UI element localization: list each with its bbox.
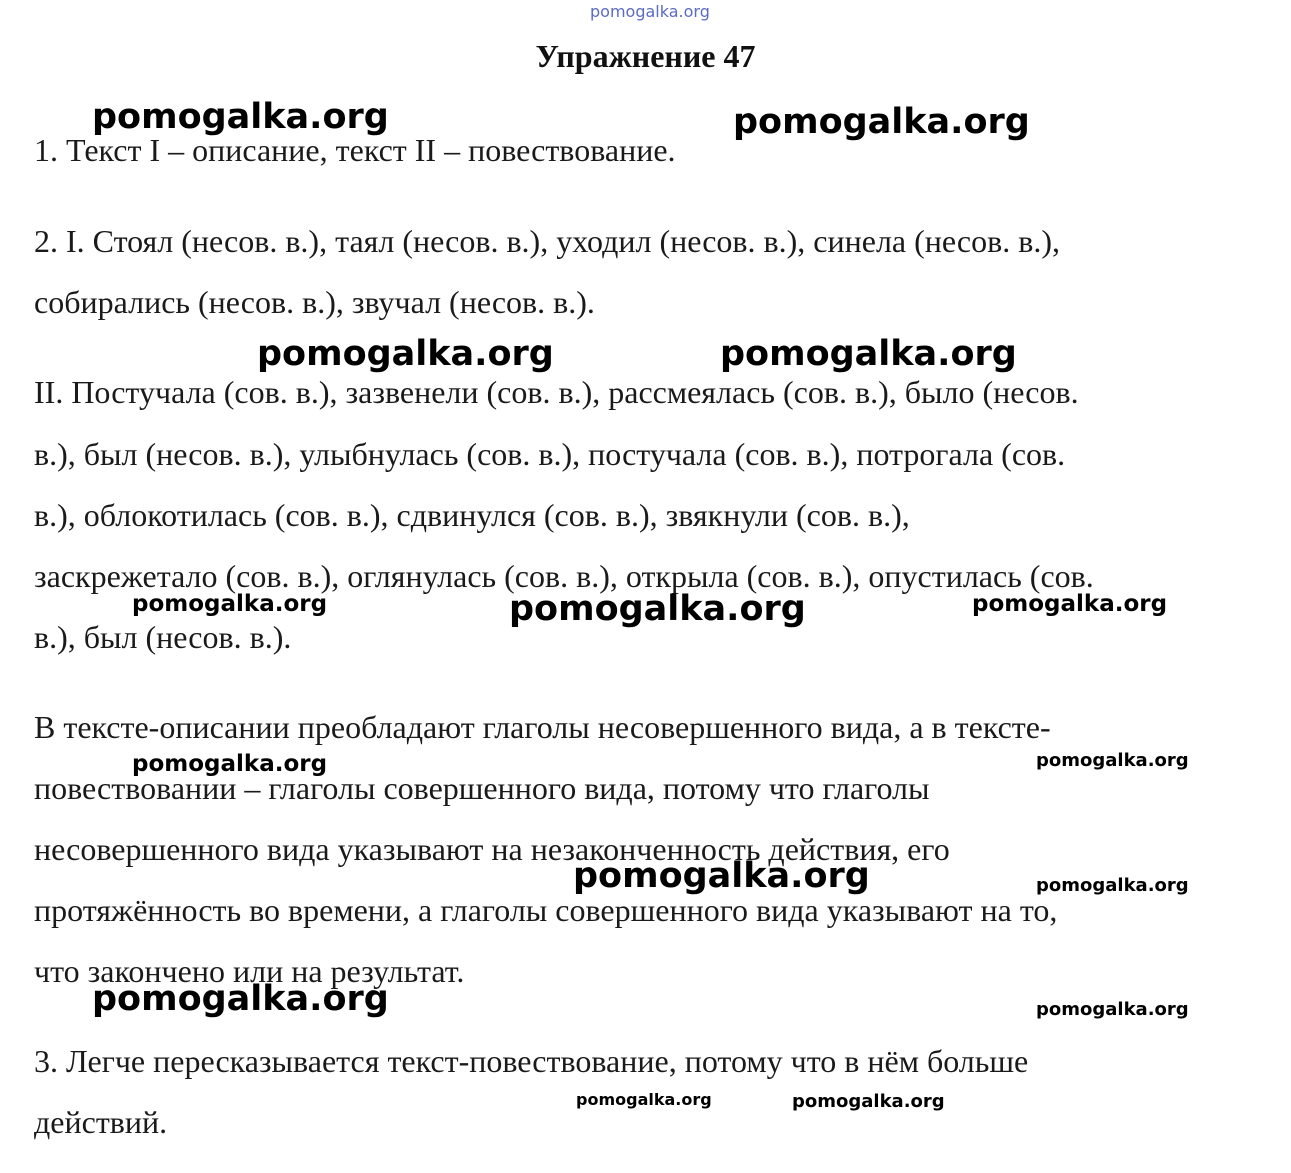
paragraph-4-line-3: несовершенного вида указывают на незаконченность действия, его: [34, 831, 950, 867]
watermark: pomogalka.org: [1036, 875, 1189, 896]
paragraph-4-line-1: В тексте-описании преобладают глаголы несовершенного вида, а в тексте-: [34, 709, 1051, 745]
paragraph-4-line-2: повествовании – глаголы совершенного вида, потому что глаголы: [34, 770, 930, 806]
paragraph-3-line-3: в.), облокотилась (сов. в.), сдвинулся (сов. в.), звякнули (сов. в.),: [34, 497, 910, 533]
paragraph-3-line-1: II. Постучала (сов. в.), зазвенели (сов. в.), рассмеялась (сов. в.), было (несов.: [34, 374, 1079, 410]
paragraph-5-line-1: 3. Легче пересказывается текст-повествование, потому что в нём больше: [34, 1043, 1029, 1079]
watermark: pomogalka.org: [92, 979, 389, 1019]
paragraph-3-line-5: в.), был (несов. в.).: [34, 619, 292, 655]
watermark: pomogalka.org: [733, 102, 1030, 142]
page-title: Упражнение 47: [535, 38, 756, 74]
watermark: pomogalka.org: [132, 751, 328, 777]
watermark: pomogalka.org: [509, 589, 806, 629]
paragraph-3-line-2: в.), был (несов. в.), улыбнулась (сов. в.), постучала (сов. в.), потрогала (сов.: [34, 436, 1066, 472]
paragraph-4-line-5: что закончено или на результат.: [34, 953, 465, 989]
paragraph-1-line-1: 1. Текст I – описание, текст II – повествование.: [34, 132, 676, 168]
watermark: pomogalka.org: [972, 591, 1168, 617]
watermark: pomogalka.org: [792, 1091, 945, 1112]
paragraph-5-line-2: действий.: [34, 1104, 168, 1140]
paragraph-2-line-1: 2. I. Стоял (несов. в.), таял (несов. в.), уходил (несов. в.), синела (несов. в.),: [34, 223, 1060, 259]
watermark: pomogalka.org: [576, 1090, 712, 1109]
paragraph-2-line-2: собирались (несов. в.), звучал (несов. в.).: [34, 284, 595, 320]
watermark-top: pomogalka.org: [590, 2, 710, 21]
paragraph-4-line-4: протяжённость во времени, а глаголы совершенного вида указывают на то,: [34, 892, 1058, 928]
watermark: pomogalka.org: [132, 591, 328, 617]
watermark: pomogalka.org: [1036, 999, 1189, 1020]
watermark: pomogalka.org: [92, 97, 389, 137]
watermark: pomogalka.org: [720, 334, 1017, 374]
watermark: pomogalka.org: [573, 856, 870, 896]
watermark: pomogalka.org: [257, 334, 554, 374]
watermark: pomogalka.org: [1036, 750, 1189, 771]
paragraph-3-line-4: заскрежетало (сов. в.), оглянулась (сов. в.), открыла (сов. в.), опустилась (сов.: [34, 558, 1094, 594]
